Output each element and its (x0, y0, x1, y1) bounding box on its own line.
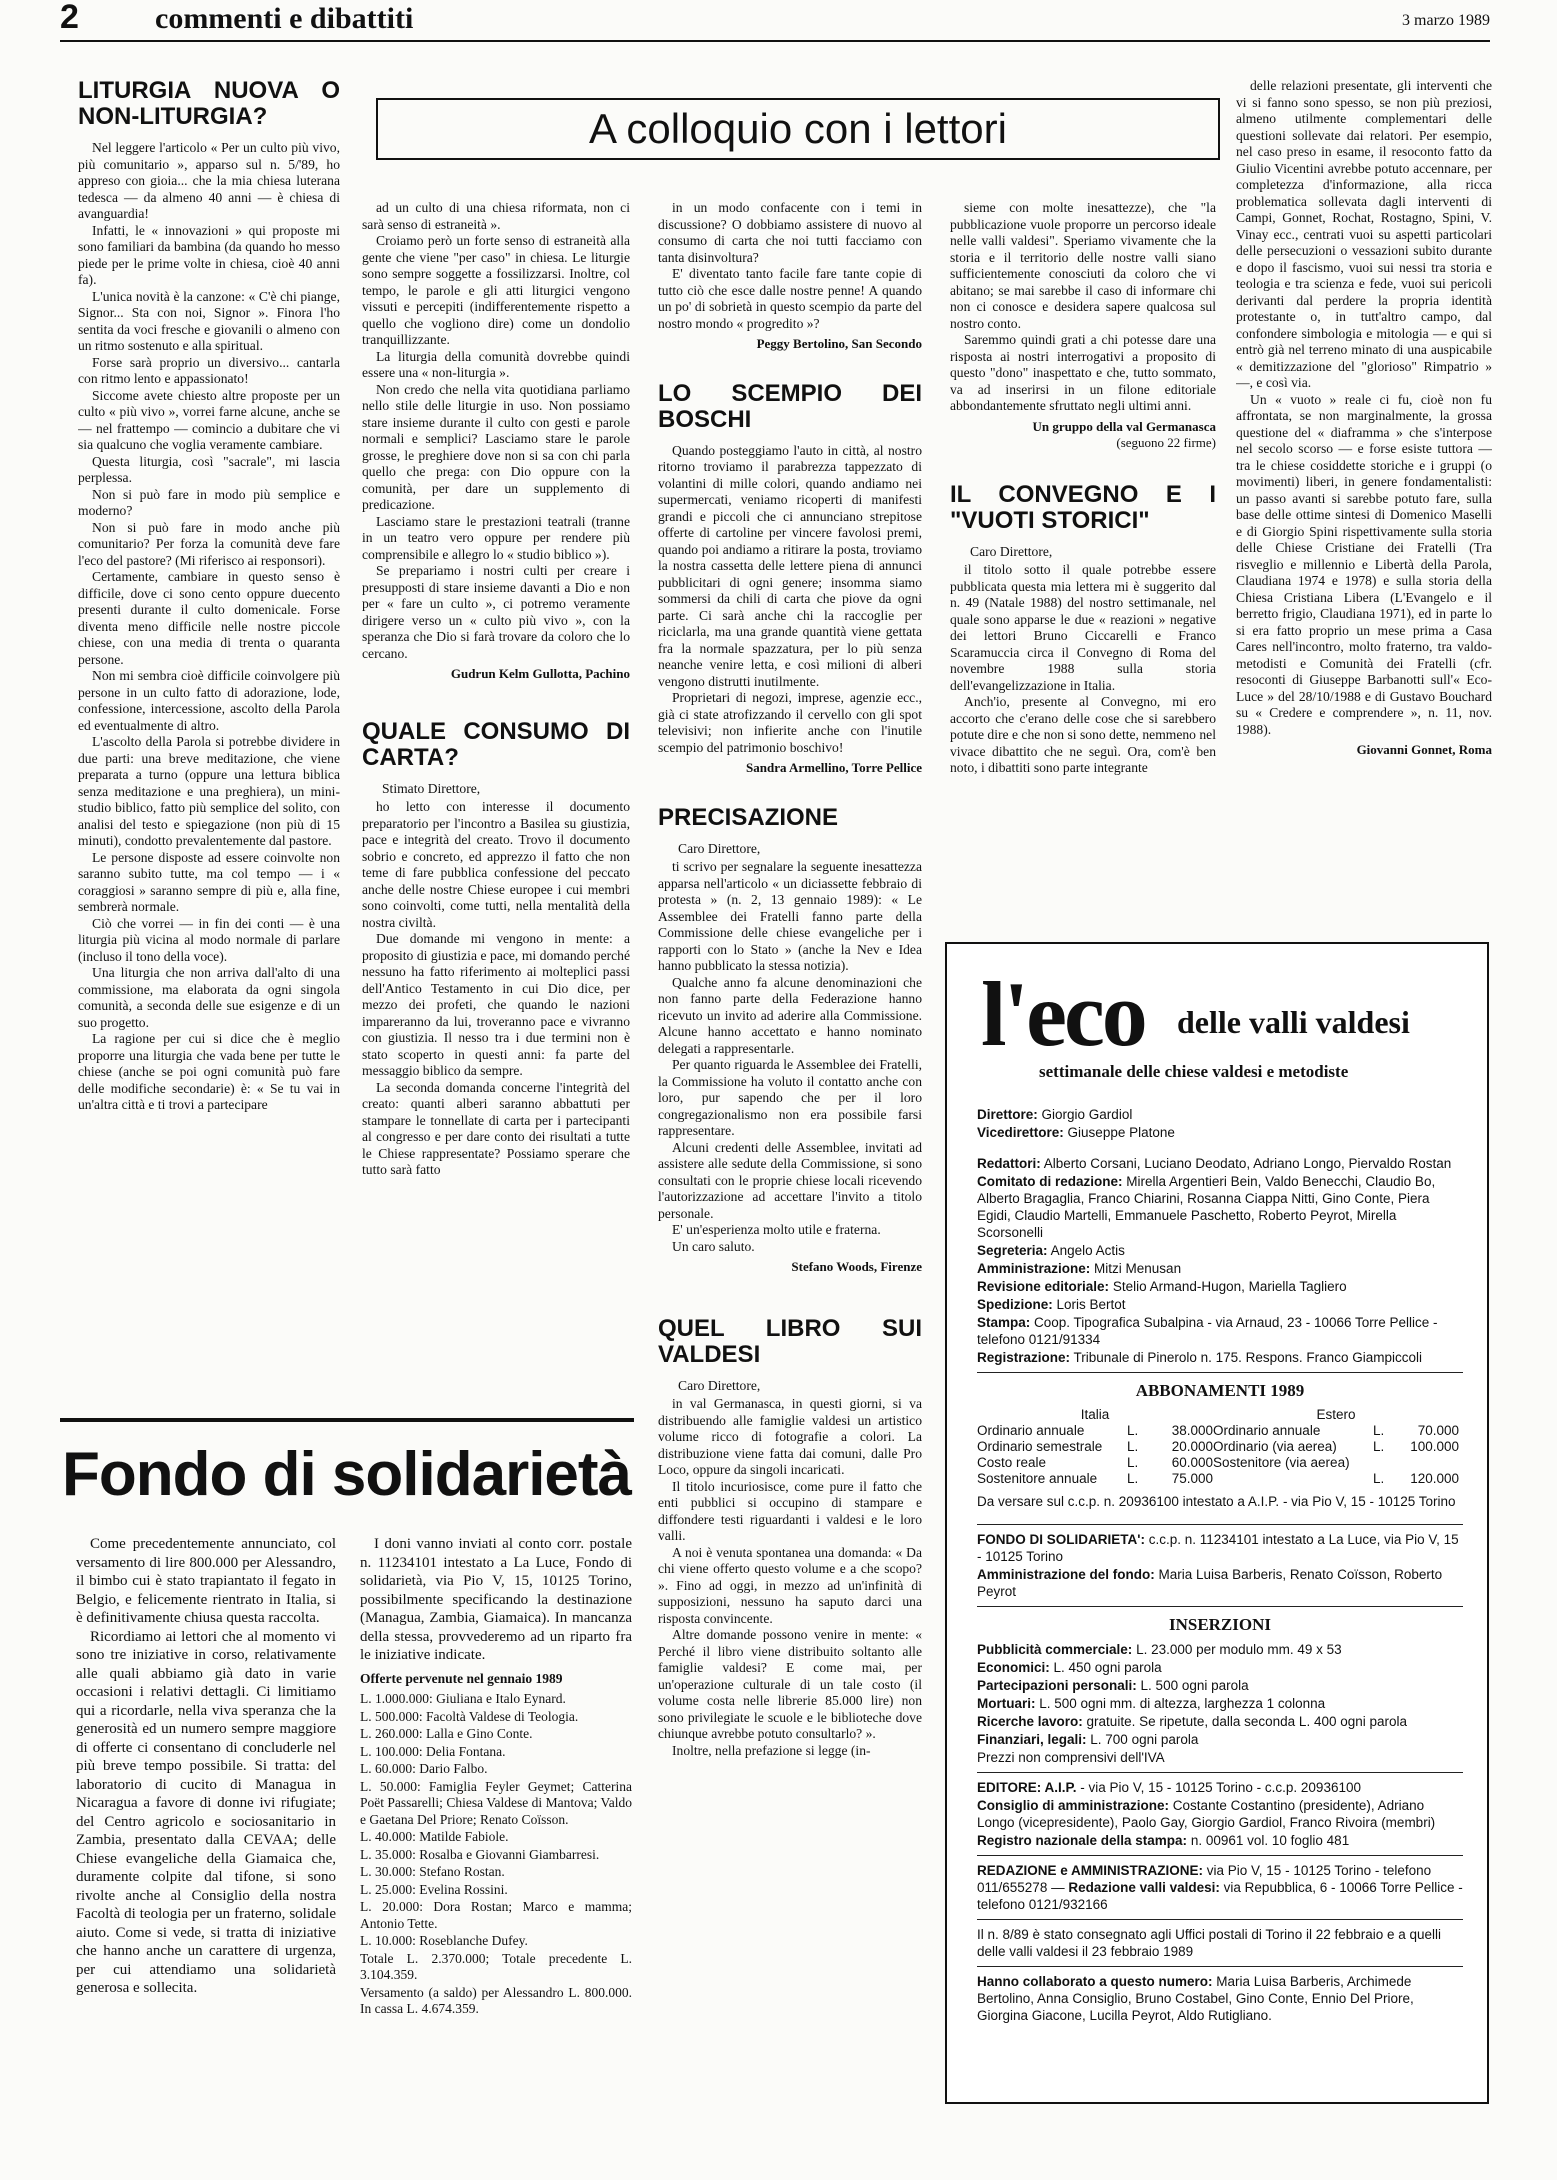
abb-cur: L. (1127, 1455, 1139, 1470)
fondo-ccp: c.c.p. n. 11234101 intestato a La Luce, via Pio V, 15 - 10125 Torino (977, 1532, 1459, 1564)
inserzione-text: gratuite. Se ripetute, dalla seconda L. 400 ogni parola (1082, 1714, 1408, 1729)
scempio-signature: Sandra Armellino, Torre Pellice (746, 760, 922, 775)
inserzione-text: L. 450 ogni parola (1049, 1660, 1162, 1675)
redattori-label: Redattori: (977, 1156, 1041, 1171)
scempio-heading: LO SCEMPIO DEI BOSCHI (658, 379, 922, 433)
abb-es-value: 120.000 (1410, 1471, 1459, 1486)
column-3 (658, 200, 922, 2080)
inserzione-label: Finanziari, legali: (977, 1732, 1087, 1747)
inserzione-label: Partecipazioni personali: (977, 1678, 1137, 1693)
abb-it-label: Ordinario annuale (977, 1423, 1085, 1438)
scempio-body (658, 443, 922, 757)
liturgia-paragraph: Questa liturgia, così "sacrale", mi lascia perplessa. (78, 453, 340, 485)
staff-block (977, 1106, 1463, 2025)
precisazione-paragraph: E' un'esperienza molto utile e fraterna. (672, 1222, 881, 1237)
offer-item: L. 60.000: Dario Falbo. (360, 1761, 488, 1776)
abb-es-label: Sostenitore (via aerea) (1213, 1455, 1350, 1470)
abb-es-label: Ordinario annuale (1213, 1423, 1321, 1438)
masthead-tagline: settimanale delle chiese valdesi e metodiste (1039, 1062, 1349, 1081)
revisione: Stelio Armand-Hugon, Mariella Tagliero (1112, 1279, 1347, 1294)
amministrazione-label: Amministrazione: (977, 1261, 1091, 1276)
redazione2-label: Redazione valli valdesi: (1068, 1880, 1220, 1895)
abbonamenti-rows (977, 1423, 1463, 1487)
abb-it-value: 75.000 (1171, 1471, 1213, 1486)
redattori: Alberto Corsani, Luciano Deodato, Adriano Longo, Piervaldo Rostan (1043, 1156, 1452, 1171)
redazione-label: REDAZIONE e AMMINISTRAZIONE: (977, 1863, 1203, 1878)
offers-heading: Offerte pervenute nel gennaio 1989 (360, 1670, 563, 1686)
spedizione-label: Spedizione: (977, 1297, 1053, 1312)
revisione-label: Revisione editoriale: (977, 1279, 1110, 1294)
abb-cur: L. (1373, 1423, 1385, 1438)
inserzione-text: L. 700 ogni parola (1086, 1732, 1199, 1747)
fondo-label: FONDO DI SOLIDARIETA': (977, 1532, 1145, 1547)
abb-it-value: 20.000 (1171, 1439, 1213, 1454)
offer-item: L. 100.000: Delia Fontana. (360, 1743, 506, 1759)
spedizione: Loris Bertot (1056, 1297, 1126, 1312)
offer-item: L. 10.000: Roseblanche Dufey. (360, 1933, 528, 1948)
inserzione-row (977, 1677, 1463, 1694)
abb-cur: L. (1127, 1439, 1139, 1454)
inserzione-label: Ricerche lavoro: (977, 1714, 1083, 1729)
consumo-paragraph: in un modo confacente con i temi in discussione? O dobbiamo assistere di nuovo al consumo di carta che noi tutti facciamo con tanta disinvoltura? (658, 200, 922, 265)
issue-date: 3 marzo 1989 (1402, 12, 1490, 29)
libro-salutation: Caro Direttore, (678, 1377, 761, 1393)
precisazione-paragraph: Qualche anno fa alcune denominazioni che non fanno parte della Federazione hanno ricevuto un invito ad aderire alla Commissione. Alcune hanno accettato e hanno nominato delegati a rappresentarle. (658, 974, 922, 1056)
iva-note: Prezzi non comprensivi dell'IVA (977, 1750, 1165, 1765)
convegno-salutation: Caro Direttore, (970, 543, 1053, 559)
abbonamenti-table (977, 1407, 1463, 1423)
page-header (60, 2, 1490, 42)
consumo-body-continued (658, 200, 922, 332)
abb-es-value (1399, 1455, 1459, 1471)
fondo-paragraph: Come precedentemente annunciato, col versamento di lire 800.000 per Alessandro, il bimbo cui è stato trapiantato il fegato in Belgio, e felicemente rientrato in Italia, si è definitivamente chiusa questa raccolta. (76, 1536, 336, 1626)
inserzioni-title: INSERZIONI (1168, 1615, 1272, 1634)
stampa: Coop. Tipografica Subalpina - via Arnaud, 23 - 10066 Torre Pellice - telefono 0121/91334 (977, 1315, 1438, 1347)
consumo-paragraph: ho letto con interesse il documento preparatorio per l'incontro a Basilea su giustizia, pace e integrità del creato. Trovo il documento sobrio e concreto, ed apprezzo il fatto che non teme di fare pubblica confessione del peccato anche delle nostre Chiese europee i cui membri sono coinvolti, come tutti, nella mentalità della nostra civiltà. (362, 799, 630, 930)
editore-label: EDITORE: A.I.P. (977, 1780, 1077, 1795)
abb-italia: Italia (1080, 1407, 1110, 1422)
libro-paragraph: in val Germanasca, in questi giorni, si va distribuendo alle famiglie valdesi un artistico volume ricco di fotografie a colori. La distribuzione viene fatta dai comuni, dalle Pro Loco, oppure da singoli incaricati. (658, 1396, 922, 1477)
precisazione-salutation: Caro Direttore, (678, 840, 761, 856)
precisazione-body (658, 859, 922, 1255)
abb-it-label: Costo reale (977, 1455, 1047, 1470)
masthead-logo-sub: delle valli valdesi (1177, 1004, 1410, 1040)
libro-heading: QUEL LIBRO SUI VALDESI (658, 1314, 922, 1368)
convegno-body-continued (1236, 78, 1492, 738)
fondo-paragraph: Ricordiamo ai lettori che al momento vi sono tre iniziative in corso, relativamente alle quali abbiamo già dato in varie occasioni i relativi dettagli. Ci limitiamo qui a ricordarle, nella viva speranza che la generosità ed un numero sempre maggiore di offerte ci consentano di concluderle nel più breve tempo possibile. Si tratta: del laboratorio di cucito di Managua in Nicaragua a favore di donne ivi rifugiate; del Centro agricolo e sociosanitario in Zambia, presentato dalla CEVAA; delle Chiese evangeliche della Giamaica che, duramente colpite dal tifone, si sono rivolte anche al Consiglio della nostra Facoltà di teologia per un fraterno, solidale aiuto. Come si vede, si tratta di iniziative che hanno anche un carattere di urgenza, per cui attendiamo una solidarietà generosa e sollecita. (76, 1628, 336, 1996)
inserzione-row (977, 1659, 1463, 1676)
masthead-logo: l'eco (981, 963, 1145, 1065)
liturgia-paragraph: Non credo che nella vita quotidiana parliamo nello stile delle liturgie in uso. Non possiamo stare insieme durante il culto con gesti e parole normali e semplici? Lasciamo stare le parole grosse, le preghiere dove non si sa con chi parla quello che prega: con Dio oppure con la comunità, per dare un supplemento di predicazione. (362, 381, 630, 512)
registro-label: Registro nazionale della stampa: (977, 1833, 1188, 1848)
libro-paragraph: Inoltre, nella prefazione si legge (in- (672, 1742, 871, 1758)
consumo-heading: QUALE CONSUMO DI CARTA? (362, 717, 630, 771)
libro-body-continued (950, 200, 1216, 415)
libro-signature-note: (seguono 22 firme) (1116, 435, 1216, 450)
comitato: Mirella Argentieri Bein, Valdo Benecchi, Claudio Bo, Alberto Bragaglia, Franco Chiarini, Rosanna Ciappa Nitti, Gino Conte, Piera Egidi, Claudio Martelli, Emmanuele Paschetto, Roberto Peyrot, Mirella Scorsonelli (977, 1174, 1436, 1240)
convegno-paragraph: Un « vuoto » reale ci fu, cioè non fu affrontata, se non marginalmente, la grossa questione del « diaframma » che s'interpose nel secolo scorso — e forse esiste tuttora — tra le chiese cosiddette storiche e i gruppi (o movimenti) liberi, in genere fondamentalisti: un passo avanti si sarebbe potuto fare, sulla base delle ottime sintesi di Domenico Maselli e di Giorgio Spini rispettivamente sulla storia delle Chiese Cristiane dei Fratelli (Tra risveglio e millennio e Libertà della Parola, Claudiana 1974 e 1978) e sulla storia della Chiesa Cristiana Libera (L'Evangelo e il berretto frigio, Claudiana 1971), ed in parte lo si era fatto proprio un mese prima a Casa Cares nell'incontro, molto fraterno, tra valdo-metodisti e Comunità dei Fratelli (cfr. resoconti di Giuseppe Barbanotti sull'« Eco-Luce » del 28/10/1988 e di Gustavo Bouchard su « Credere e comprendere », n. 11, nov. 1988). (1236, 391, 1492, 737)
vice-label: Vicedirettore: (977, 1125, 1064, 1140)
abb-es-label: Ordinario (via aerea) (1213, 1439, 1337, 1454)
versare: Da versare sul c.c.p. n. 20936100 intestato a A.I.P. - via Pio V, 15 - 10125 Torino (977, 1494, 1456, 1509)
abb-it-value: 38.000 (1171, 1423, 1213, 1438)
liturgia-paragraph: Ciò che vorrei — in fin dei conti — è una liturgia più vicina al modo normale di parlare (incluso il tono della voce). (78, 915, 340, 964)
abb-it-label: Sostenitore annuale (977, 1471, 1098, 1486)
fondo-offers (360, 1535, 632, 2095)
libro-paragraph: Il titolo incuriosisce, come pure il fatto che enti pubblici si occupino di stampare e diffondere testi riguardanti i valdesi e le loro valli. (658, 1478, 922, 1543)
masthead-box (945, 942, 1489, 2104)
offer-item: L. 30.000: Stefano Rostan. (360, 1864, 505, 1879)
offer-item: L. 50.000: Famiglia Feyler Geymet; Catterina Poët Passarelli; Chiesa Valdese di Mantova; Valdo e Gaetana Del Priore; Renato Coïsson. (360, 1778, 632, 1827)
convegno-paragraph: Anch'io, presente al Convegno, mi ero accorto che c'erano delle cose che si sarebbero potute dire e che non si sono dette, nemmeno nel vivace dibattito che ne seguì. Ora, com'è ben noto, i dibattiti sono parte integrante (950, 694, 1216, 775)
libro-paragraph: A noi è venuta spontanea una domanda: « Da chi viene offerto questo volume e a che scopo? ». Fino ad oggi, in mezzo ad un'infinità di supposizioni, nessuno ha saputo darci una risposta convincente. (658, 1544, 922, 1626)
amministrazione: Mitzi Menusan (1094, 1261, 1182, 1276)
segreteria-label: Segreteria: (977, 1243, 1048, 1258)
page-number: 2 (60, 0, 79, 36)
liturgia-paragraph: Non si può fare in modo più semplice e moderno? (78, 486, 340, 518)
libro-paragraph: Saremmo quindi grati a chi potesse dare una risposta ai nostri interrogativi a proposito di questo "dono" inaspettato e che, tutto sommato, va ad inserirsi in un filone editoriale abbondantemente sfruttato negli ultimi anni. (950, 332, 1216, 413)
consumo-paragraph: E' diventato tanto facile fare tante copie di tutto ciò che esce dalle nostre penne! A quando un po' di sobrietà in questo scempio da parte del nostro mondo « progredito »? (658, 266, 922, 331)
registro: n. 00961 vol. 10 foglio 481 (1190, 1833, 1350, 1848)
section-title: commenti e dibattiti (155, 2, 414, 35)
divider-rule (60, 1418, 634, 1422)
inserzione-row (977, 1641, 1463, 1658)
inserzioni-rows (977, 1641, 1463, 1748)
segreteria: Angelo Actis (1050, 1243, 1125, 1258)
registrazione: Tribunale di Pinerolo n. 175. Respons. Franco Giampiccoli (1073, 1350, 1422, 1365)
consumo-body (362, 799, 630, 1179)
inserzione-row (977, 1713, 1463, 1730)
registrazione-label: Registrazione: (977, 1350, 1071, 1365)
liturgia-paragraph: Infatti, le « innovazioni » qui proposte mi sono familiari da bambina (da quando ho messo piede per le prime volte in chiesa, cioè 40 anni fa). (78, 222, 340, 287)
libro-body (658, 1396, 922, 1759)
colloquio-title: A colloquio con i lettori (376, 98, 1220, 160)
consumo-salutation: Stimato Direttore, (382, 780, 481, 796)
liturgia-paragraph: Siccome avete chiesto altre proposte per un culto « più vivo », vorrei farne alcune, anche se — nel frattempo — comincio a dubitare che vi sia qualcuno che voglia veramente cambiare. (78, 387, 340, 452)
convegno-signature: Giovanni Gonnet, Roma (1356, 742, 1492, 757)
abb-es-value: 70.000 (1417, 1423, 1459, 1438)
abbonamenti-title: ABBONAMENTI 1989 (1135, 1381, 1305, 1400)
column-4 (950, 200, 1216, 920)
precisazione-paragraph: Un caro saluto. (672, 1238, 755, 1254)
liturgia-paragraph: La ragione per cui si dice che è meglio proporre una liturgia che vada bene per tutte le chiese (anche se poi ogni comunità può fare delle modifiche secondarie) è: « Se tu vai in un'altra città e ti trovi a partecipare (78, 1031, 340, 1112)
libro-paragraph: sieme con molte inesattezze), che "la pubblicazione vuole proporre un percorso ideale nelle valli valdesi". Speriamo vivamente che la storia e il territorio delle nostre valli siano sufficientemente conosciuti da coloro che vi abitano; se mai sarebbe il caso di informare chi non ci conosce e desidera sapere qualcosa sul nostro conto. (950, 200, 1216, 331)
abb-cur: L. (1373, 1439, 1385, 1454)
collaborato: Maria Luisa Barberis, Archimede Bertolino, Anna Consiglio, Bruno Costabel, Gino Conte, Ennio Del Priore, Giorgina Giacone, Lucilla Peyrot, Aldo Rutigliano. (977, 1974, 1414, 2023)
consumo-signature: Peggy Bertolino, San Secondo (756, 336, 922, 351)
liturgia-article (78, 78, 340, 1408)
redazione2: via Repubblica, 6 - 10066 Torre Pellice - telefono 0121/932166 (977, 1880, 1463, 1912)
precisazione-heading: PRECISAZIONE (658, 803, 839, 831)
inserzione-text: L. 500 ogni mm. di altezza, larghezza 1 colonna (1035, 1696, 1326, 1711)
liturgia-paragraph: Forse sarà proprio un diversivo... cantarla con ritmo lento e appassionato! (78, 354, 340, 386)
offer-item: L. 20.000: Dora Rostan; Marco e mamma; Antonio Tette. (360, 1899, 632, 1931)
abb-cur: L. (1373, 1471, 1385, 1486)
collaborato-label: Hanno collaborato a questo numero: (977, 1974, 1213, 1989)
offer-item: L. 40.000: Matilde Fabiole. (360, 1829, 509, 1844)
liturgia-paragraph: ad un culto di una chiesa riformata, non ci sarà senso di estraneità ». (362, 200, 630, 232)
consiglio: Costante Costantino (presidente), Adriano Longo (vicepresidente), Paolo Gay, Giorgio Gardiol, Franco Rivoira (membri) (977, 1798, 1436, 1830)
precisazione-paragraph: Alcuni credenti delle Assemblee, invitati ad assistere alle sedute della Commissione, si sono consultati con le proprie chiese locali ricevendo l'autorizzazione ad accettare l'invito a titolo personale. (658, 1139, 922, 1221)
amm-fondo-label: Amministrazione del fondo: (977, 1567, 1155, 1582)
libro-paragraph: Altre domande possono venire in mente: « Perché il libro viene distribuito soltanto alle famiglie valdesi? E come mai, per un'operazione culturale di un tale costo (il volume costa nelle librerie 85.000 lire) non sono privilegiate le scuole e le biblioteche dove chiunque avrebbe potuto consultarlo? ». (658, 1627, 922, 1741)
liturgia-body-continued (362, 200, 630, 662)
direttore: Giorgio Gardiol (1041, 1107, 1133, 1122)
abb-es-value: 100.000 (1410, 1439, 1459, 1454)
abb-it-label: Ordinario semestrale (977, 1439, 1103, 1454)
inserzione-label: Pubblicità commerciale: (977, 1642, 1133, 1657)
liturgia-signature: Gudrun Kelm Gullotta, Pachino (450, 666, 630, 681)
offer-item: Totale L. 2.370.000; Totale precedente L. 3.104.359. (360, 1950, 632, 1982)
liturgia-paragraph: Croiamo però un forte senso di estraneità alla gente che viene "per caso" in chiesa. Le liturgie sono sempre soggette a fossilizzarsi. Inoltre, col tempo, le parole e gli atti liturgici vengono vissuti e percepiti (indifferentemente rispetto a quello che vogliono dire) come un dondolio tranquillizzante. (362, 233, 630, 347)
abb-es-label (1213, 1471, 1373, 1487)
stampa-label: Stampa: (977, 1315, 1031, 1330)
inserzione-text: L. 500 ogni parola (1136, 1678, 1249, 1693)
convegno-paragraph: il titolo sotto il quale potrebbe essere pubblicata questa mia lettera mi è suggerito dal n. 49 (Natale 1988) del nostro settimanale, nel quale sono apparse le due « reazioni » negative dei lettori Bruno Ciccarelli e Franco Scaramuccia circa il Convegno di Roma del novembre 1988 sulla storia dell'evangelizzazione in Italia. (950, 562, 1216, 693)
inserzione-label: Economici: (977, 1660, 1050, 1675)
convegno-paragraph: delle relazioni presentate, gli interventi che vi si fanno sono spesso, se non più preziosi, almeno utilmente complementari delle questioni sollevate dai relatori. Per esempio, nel caso preso in esame, il resoconto fatto da Giulio Vicentini avrebbe potuto accennare, per completezza d'informazione, alla ricca problematica sollevata dagli interventi di Campi, Gonnet, Rochat, Rostagno, Spini, V. Vinay ecc., centrati vuoi su aspetti particolari delle persecuzioni o vessazioni subito durante e dopo il fascismo, vuoi sui nessi tra storia e teologia e tra scienza e fede, vuoi sui pericoli derivanti dal perdere la propria identità protestante o, in tutt'altro campo, dal confondere simbologia e mitologia — e qui si entrò già nel terreno minato di una auspicabile « demitizzazione del "glorioso" Rimpatrio » —, e così via. (1236, 78, 1492, 390)
precisazione-paragraph: ti scrivo per segnalare la seguente inesattezza apparsa nell'articolo « un diciassette febbraio di protesta » (n. 2, 13 gennaio 1989): « Le Assemblee dei Fratelli fanno parte della Commissione delle chiese evangeliche per i rapporti con lo Stato » (anche la Nev e Idea hanno pubblicato la stessa notizia). (658, 859, 922, 973)
inserzione-label: Mortuari: (977, 1696, 1036, 1711)
offers-list (360, 1691, 632, 2018)
offer-item: L. 25.000: Evelina Rossini. (360, 1881, 508, 1897)
convegno-body (950, 562, 1216, 777)
comitato-label: Comitato di redazione: (977, 1174, 1123, 1189)
liturgia-paragraph: Lasciamo stare le prestazioni teatrali (tranne in un teatro vero oppure per rendere più comprensibile e allegro lo « studio biblico »). (362, 513, 630, 562)
offer-item: L. 260.000: Lalla e Gino Conte. (360, 1726, 533, 1741)
fondo-title: Fondo di solidarietà (62, 1440, 632, 1509)
consegna-note: Il n. 8/89 è stato consegnato agli Uffici postali di Torino il 22 febbraio e a quelli delle valli valdesi il 23 febbraio 1989 (977, 1927, 1442, 1959)
liturgia-paragraph: Nel leggere l'articolo « Per un culto più vivo, più comunitario », apparso sul n. 5/'89, ho appreso con gioia... che la mia chiesa luterana tedesca — da almeno 40 anni — è chiesa di avanguardia! (78, 140, 340, 221)
redazione: via Pio V, 15 - 10125 Torino - telefono 011/655278 — (977, 1863, 1432, 1895)
liturgia-heading: LITURGIA NUOVA O NON-LITURGIA? (78, 78, 340, 130)
liturgia-paragraph: Se prepariamo i nostri culti per creare i presupposti di stare insieme davanti a Dio e non per « fare un culto », ci potremo veramente dirigere verso un « culto più vivo », con la speranza che Dio si farà trovare da coloro che lo cercano. (362, 563, 630, 661)
precisazione-paragraph: Per quanto riguarda le Assemblee dei Fratelli, la Commissione ha voluto il contatto anche con loro, pur sapendo che per il loro congregazionalismo non era possibile farsi rappresentare. (658, 1057, 922, 1138)
liturgia-paragraph: Le persone disposte ad essere coinvolte non saranno subito tutte, ma col tempo — i « coraggiosi » saranno sempre di più e, alla fine, sembrerà normale. (78, 849, 340, 914)
consumo-paragraph: Due domande mi vengono in mente: a proposito di giustizia e pace, mi domando perché nessuno ha fatto riferimento ai molteplici passi dell'Antico Testamento in cui Dio dice, per mezzo dei profeti, che quando le nazioni impareranno da lui, troveranno pace e vivranno con giustizia. Il nesso tra i due termini non è stato scoperto in questi anni: fa parte del messaggio biblico da sempre. (362, 931, 630, 1078)
libro-signature: Un gruppo della val Germanasca (1032, 418, 1216, 434)
column-5 (1236, 78, 1492, 908)
liturgia-paragraph: L'ascolto della Parola si potrebbe dividere in due parti: una breve meditazione, che viene preparata a turno (oppure una lettura biblica senza meditazione e una preghiera), un mini-studio biblico, fatto più semplice del solito, con analisi del testo e spiegazione (non più di 15 minuti), condotto prevalentemente dal pastore. (78, 734, 340, 848)
liturgia-body (78, 140, 340, 1114)
liturgia-paragraph: Una liturgia che non arriva dall'alto di una commissione, ma elaborata da ogni singola comunità, a seconda delle sue esigenze e di un suo progetto. (78, 965, 340, 1030)
offer-item: Versamento (a saldo) per Alessandro L. 800.000. In cassa L. 4.674.359. (360, 1984, 632, 2016)
precisazione-signature: Stefano Woods, Firenze (791, 1259, 922, 1274)
column-2 (362, 200, 630, 1410)
liturgia-paragraph: L'unica novità è la canzone: « C'è chi piange, Signor... Sta con noi, Signor ». Finora l'ho sentita da voci fresche e giovanili o almeno con un ritmo sostenuto e alla spiritual. (78, 288, 340, 353)
vice: Giuseppe Platone (1067, 1125, 1175, 1140)
inserzione-row (977, 1731, 1463, 1748)
scempio-paragraph: Quando posteggiamo l'auto in città, al nostro ritorno troviamo il parabrezza tappezzato di volantini di mille colori, quando andiamo nei supermercati, veniamo ricoperti di manifesti grandi e piccoli che ci annunciano strepitose offerte di cartoline per vincere favolosi premi, quando poi andiamo a ritirare la posta, troviamo la nostra cassetta delle lettere piena di annunci pubblicitari di ogni genere; insomma siamo sommersi da chili di carta che piove da ogni parte. Ci sarà anche chi la raccoglie per riciclarla, ma una grande quantità viene gettata fra la normale spazzatura, per lo più senza neanche venire letta, e così milioni di alberi vengono distrutti inutilmente. (658, 442, 922, 689)
editore: - via Pio V, 15 - 10125 Torino - c.c.p. 20936100 (1080, 1780, 1361, 1795)
liturgia-paragraph: Non si può fare in modo anche più comunitario? Per forza la comunità deve fare l'eco del pastore? (Mi riferisco ai responsori). (78, 519, 340, 568)
offer-item: L. 500.000: Facoltà Valdese di Teologia. (360, 1708, 579, 1724)
abb-cur (1373, 1455, 1399, 1471)
liturgia-paragraph: Certamente, cambiare in questo senso è difficile, dove ci sono cento oppure duecento presenti durante il culto domenicale. Forse diventa meno difficile nelle nostre piccole chiese, con una media di trenta o quaranta persone. (78, 569, 340, 667)
scempio-paragraph: Proprietari di negozi, imprese, agenzie ecc., già ci state atrofizzando il cervello con gli spot televisivi; non infierite anche con l'inutile scempio del patrimonio boschivo! (658, 690, 922, 755)
offer-item: L. 1.000.000: Giuliana e Italo Eynard. (360, 1691, 566, 1706)
inserzione-text: L. 23.000 per modulo mm. 49 x 53 (1132, 1642, 1342, 1657)
fondo-body (76, 1535, 336, 2095)
consiglio-label: Consiglio di amministrazione: (977, 1798, 1170, 1813)
abb-cur: L. (1127, 1471, 1139, 1486)
abb-cur: L. (1127, 1423, 1139, 1438)
convegno-heading: IL CONVEGNO E I "VUOTI STORICI" (950, 480, 1216, 534)
abb-estero: Estero (1316, 1407, 1356, 1422)
direttore-label: Direttore: (977, 1107, 1038, 1122)
consumo-paragraph: La seconda domanda concerne l'integrità del creato: quanti alberi saranno abbattuti per stampare le tonnellate di carta per i partecipanti al congresso e per dare conto dei risultati a tutte le Chiese rappresentate? Possiamo sperare che tutto sarà fatto (362, 1079, 630, 1177)
liturgia-paragraph: Non mi sembra cioè difficile coinvolgere più persone in un culto fatto di adorazione, lode, confessione, intercessione, ascolto della Parola ed eventualmente di altro. (78, 668, 340, 733)
liturgia-paragraph: La liturgia della comunità dovrebbe quindi essere una « non-liturgia ». (362, 348, 630, 380)
amm-fondo: Maria Luisa Barberis, Renato Coïsson, Roberto Peyrot (977, 1567, 1443, 1599)
inserzione-row (977, 1695, 1463, 1712)
fondo-instructions: I doni vanno inviati al conto corr. postale n. 11234101 intestato a La Luce, Fondo di solidarietà, via Pio V, 15, 10125 Torino, possibilmente specificando la destinazione (Managua, Zambia, Giamaica). In mancanza della stessa, provvederemo ad un riparto fra le iniziative indicate. (360, 1536, 632, 1663)
abb-it-value: 60.000 (1171, 1455, 1213, 1470)
offer-item: L. 35.000: Rosalba e Giovanni Giambarresi. (360, 1846, 600, 1862)
